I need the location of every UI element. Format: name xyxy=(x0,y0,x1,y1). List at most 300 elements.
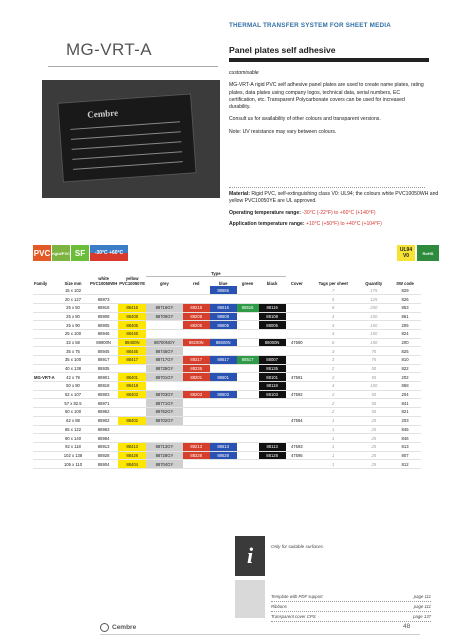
black-cell: 88113 xyxy=(259,442,286,451)
green-cell xyxy=(237,416,259,425)
sw-cell: 824 xyxy=(389,329,421,338)
blue-cell: 88600N xyxy=(210,338,237,347)
tags-cell: 7 xyxy=(308,286,358,295)
tags-cell: 2 xyxy=(308,399,358,408)
table-row xyxy=(33,329,421,338)
white-cell: 88903 xyxy=(89,390,118,399)
col-header-cover: Cover xyxy=(290,281,303,286)
black-cell xyxy=(259,286,286,295)
red-cell: 88208 xyxy=(183,312,210,321)
family-cell xyxy=(33,303,57,312)
green-cell: 88516 xyxy=(237,303,259,312)
footer-divider xyxy=(100,634,420,635)
product-table-body xyxy=(33,286,421,468)
temp-high-label: +60°C xyxy=(109,250,124,256)
col-header-green: green xyxy=(241,281,254,286)
tags-cell: 3 xyxy=(308,356,358,365)
family-cell xyxy=(33,338,57,347)
col-header-family: Family xyxy=(34,281,48,286)
sf-badge: SF xyxy=(71,245,89,261)
family-cell xyxy=(33,321,57,330)
yellow-cell xyxy=(118,286,146,295)
family-cell xyxy=(33,295,57,304)
blue-cell xyxy=(210,364,237,373)
red-cell xyxy=(183,460,210,469)
related-link-label: Transparent cover CPS xyxy=(271,614,316,619)
related-link-page: page 137 xyxy=(413,614,431,619)
qty-cell: 100 xyxy=(358,382,389,391)
grey-cell xyxy=(146,329,183,338)
sw-cell: 203 xyxy=(389,416,421,425)
cover-cell xyxy=(286,329,308,338)
yellow-cell: 88417 xyxy=(118,356,146,365)
family-cell xyxy=(33,451,57,460)
footer-brand: Cembre xyxy=(112,624,137,631)
green-cell xyxy=(237,408,259,417)
col-header-red: red xyxy=(192,281,200,286)
tags-cell: 1 xyxy=(308,416,358,425)
black-cell: 88108 xyxy=(259,312,286,321)
plate-logo: Cembre xyxy=(86,107,119,120)
green-cell xyxy=(237,399,259,408)
blue-cell xyxy=(210,382,237,391)
red-cell: 88217 xyxy=(183,356,210,365)
description-paragraph: Consult us for availability of other colours and transparent versions. xyxy=(229,116,381,123)
size-cell: 52 x 107 xyxy=(57,390,89,399)
grey-cell: 88716GY xyxy=(146,303,183,312)
blue-cell: 88601 xyxy=(210,373,237,382)
white-cell: 88905 xyxy=(89,321,118,330)
cover-cell xyxy=(286,434,308,443)
table-row xyxy=(33,382,421,391)
product-subtitle: Panel plates self adhesive xyxy=(229,45,336,55)
cover-cell: 47595 xyxy=(286,451,308,460)
size-cell: 32 x 58 xyxy=(57,338,89,347)
green-cell xyxy=(237,286,259,295)
green-cell xyxy=(237,373,259,382)
application-temp-label: Application temperature range: xyxy=(229,220,305,227)
black-cell: 88000N xyxy=(259,338,286,347)
size-cell: 40 x 138 xyxy=(57,364,89,373)
black-cell xyxy=(259,425,286,434)
col-header-yellow: yellow PVC10050YE xyxy=(119,276,146,286)
green-cell xyxy=(237,382,259,391)
blue-cell xyxy=(210,329,237,338)
red-cell xyxy=(183,382,210,391)
white-cell: 88973 xyxy=(89,295,118,304)
pvc-badge: PVC xyxy=(33,245,51,261)
yellow-cell: 88405 xyxy=(118,321,146,330)
family-cell xyxy=(33,312,57,321)
product-table xyxy=(33,267,421,469)
info-note: Only for suitable surfaces. xyxy=(271,544,325,549)
related-links xyxy=(271,592,431,622)
grey-cell: 88704GY xyxy=(146,460,183,469)
red-cell: 88235 xyxy=(183,364,210,373)
white-cell: 88964 xyxy=(89,434,118,443)
grey-cell: 88700NGY xyxy=(146,338,183,347)
sw-cell: 202 xyxy=(389,373,421,382)
black-cell: 88103 xyxy=(259,390,286,399)
blue-cell xyxy=(210,434,237,443)
sw-cell: 810 xyxy=(389,356,421,365)
sw-cell: 812 xyxy=(389,460,421,469)
cover-cell xyxy=(286,321,308,330)
ul94-badge xyxy=(397,245,415,261)
info-strip xyxy=(235,580,265,618)
size-cell: 25 x 100 xyxy=(57,329,89,338)
tags-cell: 3 xyxy=(308,347,358,356)
green-cell xyxy=(237,434,259,443)
tags-cell: 2 xyxy=(308,390,358,399)
related-link-label: Template with PDF support xyxy=(271,594,323,599)
yellow-cell: 88401 xyxy=(118,373,146,382)
description xyxy=(229,70,425,141)
sw-cell: 829 xyxy=(389,286,421,295)
qty-cell: 25 xyxy=(358,425,389,434)
cover-cell xyxy=(286,295,308,304)
related-link-page: page 111 xyxy=(413,604,431,609)
related-link[interactable] xyxy=(271,602,431,612)
grey-cell xyxy=(146,286,183,295)
qty-cell: 25 xyxy=(358,442,389,451)
size-cell: 25 x 80 xyxy=(57,312,89,321)
qty-cell: 100 xyxy=(358,321,389,330)
sample-plate xyxy=(57,93,196,182)
blue-cell xyxy=(210,347,237,356)
grey-cell: 88762GY xyxy=(146,408,183,417)
ul94-label: UL94 xyxy=(399,247,413,253)
red-cell: 88228 xyxy=(183,451,210,460)
sw-cell: 853 xyxy=(389,303,421,312)
table-row xyxy=(33,347,421,356)
size-cell: 35 x 75 xyxy=(57,347,89,356)
red-cell: 88203 xyxy=(183,390,210,399)
table-row xyxy=(33,390,421,399)
grey-cell: 88745GY xyxy=(146,347,183,356)
yellow-cell xyxy=(118,295,146,304)
red-cell xyxy=(183,434,210,443)
grey-cell: 88735GY xyxy=(146,364,183,373)
green-cell xyxy=(237,295,259,304)
related-link-label: Ribbons xyxy=(271,604,287,609)
size-cell: 50 x 80 xyxy=(57,382,89,391)
brand-logo-icon xyxy=(100,623,109,632)
tags-cell: 2 xyxy=(308,373,358,382)
col-header-black: black xyxy=(266,281,278,286)
tags-cell: 1 xyxy=(308,425,358,434)
tags-cell: 2 xyxy=(308,408,358,417)
grey-cell xyxy=(146,382,183,391)
yellow-cell xyxy=(118,408,146,417)
description-paragraph: MG-VRT-A rigid PVC self adhesive panel plates are used to create name plates, rating plates, data plates using company logos, technical data, serial numbers, EC certification, etc. Transparent Polycarbonate covers can be used for increased durability. xyxy=(229,82,424,111)
application-temp-value: +10°C (+50°F) to +40°C (+104°F) xyxy=(306,220,382,227)
cover-cell xyxy=(286,382,308,391)
spec-divider xyxy=(229,187,425,188)
family-cell xyxy=(33,286,57,295)
table-row xyxy=(33,451,421,460)
cover-cell xyxy=(286,347,308,356)
black-cell xyxy=(259,408,286,417)
tags-cell: 4 xyxy=(308,321,358,330)
blue-cell: 88603 xyxy=(210,390,237,399)
yellow-cell xyxy=(118,364,146,373)
white-cell: 88916 xyxy=(89,303,118,312)
page-number: 48 xyxy=(403,623,411,630)
yellow-cell: 88416 xyxy=(118,303,146,312)
certification-badges xyxy=(397,245,439,261)
yellow-cell: 88402 xyxy=(118,416,146,425)
footer-logo xyxy=(100,623,136,632)
col-header-tags: Tags per sheet xyxy=(318,281,348,286)
size-cell: 35 x 100 xyxy=(57,356,89,365)
grey-cell: 88771GY xyxy=(146,399,183,408)
size-cell: 20 x 127 xyxy=(57,295,89,304)
red-cell: 88201 xyxy=(183,373,210,382)
family-cell xyxy=(33,442,57,451)
sw-cell: 858 xyxy=(389,382,421,391)
plate-line xyxy=(71,131,181,140)
plate-line xyxy=(73,161,183,170)
tags-cell: 5 xyxy=(308,295,358,304)
white-cell: 88935 xyxy=(89,364,118,373)
qty-cell: 25 xyxy=(358,451,389,460)
grey-cell: 88713GY xyxy=(146,442,183,451)
qty-cell: 200 xyxy=(358,303,389,312)
cover-cell xyxy=(286,286,308,295)
family-cell xyxy=(33,408,57,417)
table-row xyxy=(33,373,421,382)
plate-line xyxy=(72,141,182,150)
cover-cell: 47593 xyxy=(286,442,308,451)
qty-cell: 50 xyxy=(358,364,389,373)
table-row xyxy=(33,303,421,312)
grey-cell xyxy=(146,295,183,304)
family-cell xyxy=(33,347,57,356)
tags-cell: 4 xyxy=(308,312,358,321)
ul94-class: V0 xyxy=(402,253,410,259)
grey-cell: 88708GY xyxy=(146,312,183,321)
table-row xyxy=(33,356,421,365)
blue-cell xyxy=(210,408,237,417)
size-cell: 90 x 140 xyxy=(57,434,89,443)
sw-cell: 846 xyxy=(389,434,421,443)
table-row xyxy=(33,295,421,304)
size-cell: 105 x 110 xyxy=(57,460,89,469)
red-cell xyxy=(183,329,210,338)
red-cell: 88213 xyxy=(183,442,210,451)
green-cell xyxy=(237,364,259,373)
red-cell xyxy=(183,425,210,434)
sw-cell: 205 xyxy=(389,321,421,330)
cover-cell: 47594 xyxy=(286,416,308,425)
grey-cell: 88703GY xyxy=(146,390,183,399)
table-row xyxy=(33,408,421,417)
product-code-title: MG-VRT-A xyxy=(65,40,152,59)
red-cell xyxy=(183,399,210,408)
black-cell: 88116 xyxy=(259,303,286,312)
product-photo xyxy=(42,80,220,198)
size-cell: 102 x 138 xyxy=(57,451,89,460)
related-link[interactable] xyxy=(271,612,431,622)
title-divider xyxy=(48,66,218,67)
sw-cell: 200 xyxy=(389,338,421,347)
sw-cell: 861 xyxy=(389,312,421,321)
operating-temp-value: -30°C (-22°F) to +60°C (+140°F) xyxy=(302,209,376,216)
related-link[interactable] xyxy=(271,592,431,602)
qty-cell: 50 xyxy=(358,408,389,417)
black-cell: 88118 xyxy=(259,382,286,391)
white-cell: 88913 xyxy=(89,442,118,451)
family-cell: MG-VRT-A xyxy=(33,373,57,382)
green-cell xyxy=(237,321,259,330)
sw-cell: 813 xyxy=(389,442,421,451)
red-cell: 88205 xyxy=(183,321,210,330)
qty-cell: 100 xyxy=(358,312,389,321)
black-cell: 88005 xyxy=(259,321,286,330)
cover-cell xyxy=(286,312,308,321)
white-cell xyxy=(89,286,118,295)
white-cell: 88901 xyxy=(89,373,118,382)
yellow-cell: 88404 xyxy=(118,460,146,469)
table-row xyxy=(33,312,421,321)
temperature-badge xyxy=(90,245,128,261)
table-row xyxy=(33,434,421,443)
size-cell: 42 x 78 xyxy=(57,373,89,382)
tags-cell: 1 xyxy=(308,451,358,460)
col-header-blue: blue xyxy=(218,281,228,286)
size-cell: 15 x 102 xyxy=(57,286,89,295)
white-cell: 88945 xyxy=(89,347,118,356)
grey-cell: 88702GY xyxy=(146,416,183,425)
grey-cell: 88728GY xyxy=(146,451,183,460)
description-paragraph: Note: UV resistance may vary between colours. xyxy=(229,128,337,135)
black-cell xyxy=(259,295,286,304)
size-cell: 92 x 118 xyxy=(57,442,89,451)
yellow-cell xyxy=(118,425,146,434)
application-temp-spec xyxy=(229,221,439,228)
col-header-grey: grey xyxy=(159,281,169,286)
temp-low-label: -30°C xyxy=(94,250,108,256)
subtitle-underline xyxy=(229,58,429,62)
size-cell: 60 x 100 xyxy=(57,408,89,417)
yellow-cell xyxy=(118,399,146,408)
col-header-white: white PVC10050WH xyxy=(90,276,118,286)
material-label: Material: xyxy=(229,191,250,197)
white-cell: 88946 xyxy=(89,329,118,338)
red-cell xyxy=(183,408,210,417)
col-header-size: Size mm xyxy=(64,281,82,286)
family-cell xyxy=(33,416,57,425)
related-link-page: page 111 xyxy=(413,594,431,599)
size-cell: 57 x 82.5 xyxy=(57,399,89,408)
red-cell xyxy=(183,295,210,304)
table-row xyxy=(33,425,421,434)
plate-line xyxy=(72,151,182,160)
family-cell xyxy=(33,425,57,434)
red-cell: 88216 xyxy=(183,303,210,312)
specifications xyxy=(229,191,439,232)
green-cell xyxy=(237,451,259,460)
green-cell xyxy=(237,312,259,321)
green-cell xyxy=(237,425,259,434)
qty-cell: 75 xyxy=(358,356,389,365)
red-cell xyxy=(183,286,210,295)
yellow-cell: 88445 xyxy=(118,347,146,356)
description-lead: customisable xyxy=(229,70,259,76)
black-cell xyxy=(259,434,286,443)
rigid-pvc-badge: rigid/PVC xyxy=(52,245,70,261)
sw-cell: 841 xyxy=(389,399,421,408)
blue-cell: 88617 xyxy=(210,356,237,365)
sw-cell: 821 xyxy=(389,408,421,417)
blue-cell xyxy=(210,399,237,408)
green-cell: 88517 xyxy=(237,356,259,365)
tags-cell: 1 xyxy=(308,442,358,451)
green-cell xyxy=(237,390,259,399)
table-row xyxy=(33,442,421,451)
green-cell xyxy=(237,347,259,356)
black-cell xyxy=(259,416,286,425)
white-cell: 88904 xyxy=(89,460,118,469)
cover-cell xyxy=(286,460,308,469)
qty-cell: 25 xyxy=(358,434,389,443)
cover-cell xyxy=(286,356,308,365)
family-cell xyxy=(33,460,57,469)
green-cell xyxy=(237,442,259,451)
cover-cell xyxy=(286,425,308,434)
section-title: THERMAL TRANSFER SYSTEM FOR SHEET MEDIA xyxy=(229,22,391,29)
blue-cell: 88608 xyxy=(210,312,237,321)
white-cell: 88928 xyxy=(89,451,118,460)
sw-cell: 845 xyxy=(389,425,421,434)
cover-cell: 47591 xyxy=(286,373,308,382)
white-cell: 88917 xyxy=(89,356,118,365)
red-cell: 88200N xyxy=(183,338,210,347)
white-cell: 88918 xyxy=(89,382,118,391)
black-cell xyxy=(259,329,286,338)
table-row xyxy=(33,286,421,295)
type-group-header: Type xyxy=(146,267,286,276)
size-cell: 65 x 122 xyxy=(57,425,89,434)
rohs-badge: RoHS xyxy=(417,245,439,261)
yellow-cell xyxy=(118,434,146,443)
green-cell xyxy=(237,460,259,469)
tags-cell: 4 xyxy=(308,329,358,338)
grey-cell xyxy=(146,434,183,443)
grey-cell xyxy=(146,425,183,434)
qty-cell: 50 xyxy=(358,373,389,382)
white-cell: 88962 xyxy=(89,408,118,417)
cover-cell xyxy=(286,408,308,417)
blue-cell: 88616 xyxy=(210,303,237,312)
plate-line xyxy=(70,121,180,130)
family-cell xyxy=(33,390,57,399)
yellow-cell: 88403 xyxy=(118,390,146,399)
table-row xyxy=(33,460,421,469)
black-cell xyxy=(259,347,286,356)
table-row xyxy=(33,364,421,373)
cover-cell: 47590 xyxy=(286,338,308,347)
grey-cell xyxy=(146,321,183,330)
white-cell: 88971 xyxy=(89,399,118,408)
qty-cell: 75 xyxy=(358,347,389,356)
tags-cell: 1 xyxy=(308,434,358,443)
black-cell: 88101 xyxy=(259,373,286,382)
blue-cell: 88628 xyxy=(210,451,237,460)
col-header-sw-code: SW code xyxy=(396,281,414,286)
yellow-cell: 88400N xyxy=(118,338,146,347)
